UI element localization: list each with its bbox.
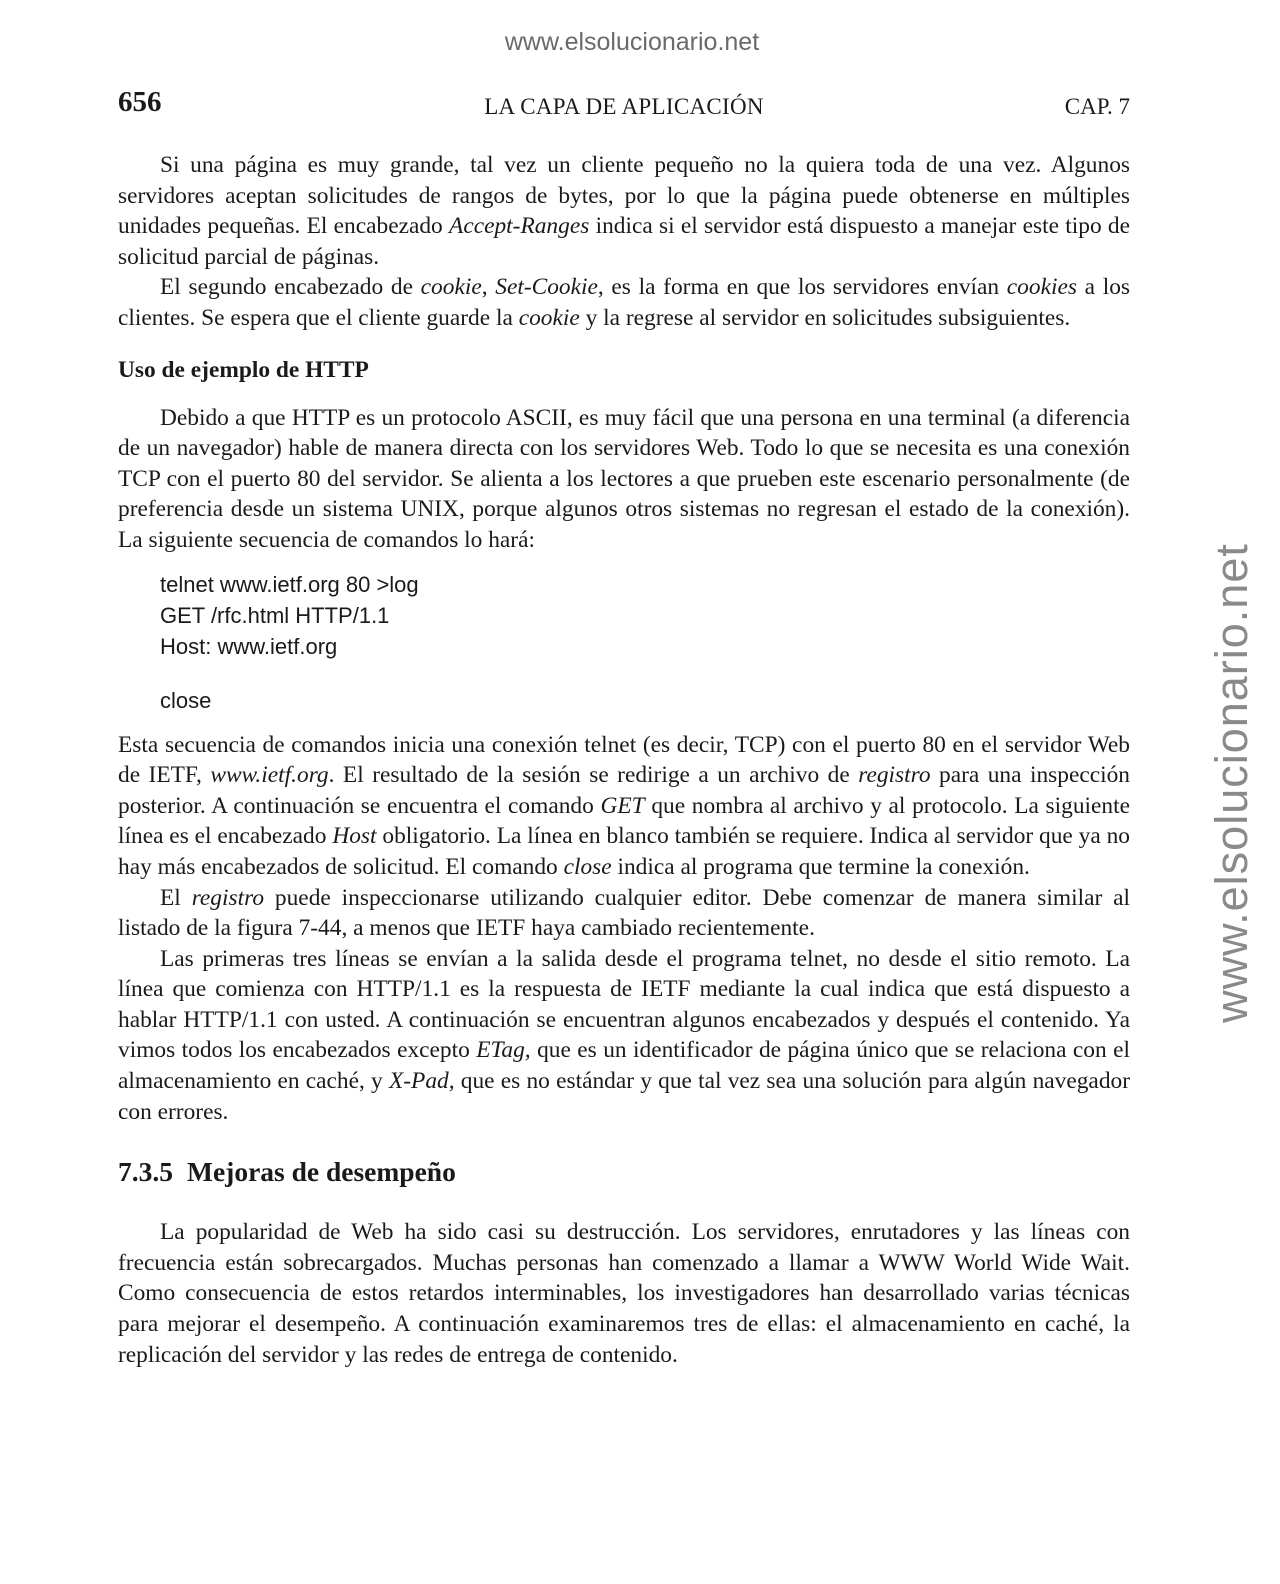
paragraph-command-explanation: Esta secuencia de comandos inicia una conexión telnet (es decir, TCP) con el puerto 80 en el servidor Web de IETF, www.ietf.org. El resultado de la sesión se redirige a un archivo de registro para una inspección posterior. A continuación se encuentra el comando GET que nombra al archivo y al protocolo. La siguiente línea es el encabezado Host obligatorio. La línea en blanco también se requiere. Indica al servidor que ya no hay más encabezados de solicitud. El comando close indica al programa que termine la conexión. bbox=[118, 731, 1131, 880]
italic-term: cookie bbox=[518, 304, 580, 331]
code-line-close: close bbox=[160, 687, 212, 713]
paragraph-registro: El registro puede inspeccionarse utilizando cualquier editor. Debe comenzar de manera similar al listado de la figura 7-44, a menos que IETF haya cambiado recientemente. bbox=[118, 884, 1131, 942]
top-watermark: www.elsolucionario.net bbox=[504, 28, 760, 56]
code-line-get: GET /rfc.html HTTP/1.1 bbox=[160, 602, 390, 628]
page-number: 656 bbox=[118, 86, 162, 118]
subheading-http-example: Uso de ejemplo de HTTP bbox=[118, 356, 369, 383]
page-body bbox=[118, 150, 1130, 1370]
side-watermark: www.elsolucionario.net bbox=[1206, 543, 1257, 1023]
paragraph-http-intro: Debido a que HTTP es un protocolo ASCII, es muy fácil que una persona en una terminal (a diferencia de un navegador) hable de manera directa con los servidores Web. Todo lo que se necesita es una conexión TCP con el puerto 80 del servidor. Se alienta a los lectores a que prueben este escenario personalmente (de preferencia desde un sistema UNIX, porque algunos otros sistemas no regresan el estado de la conexión). La siguiente secuencia de comandos lo hará: bbox=[118, 404, 1130, 553]
code-line-telnet: telnet www.ietf.org 80 >log bbox=[160, 571, 419, 597]
running-title: LA CAPA DE APLICACIÓN bbox=[484, 94, 764, 119]
paragraph-response-lines: Las primeras tres líneas se envían a la salida desde el programa telnet, no desde el sitio remoto. La línea que comienza con HTTP/1.1 es la respuesta de IETF mediante la cual indica que está dispuesto a hablar HTTP/1.1 con usted. A continuación se encuentran algunos encabezados y después el contenido. Ya vimos todos los encabezados excepto ETag, que es un identificador de página único que se relaciona con el almacenamiento en caché, y X-Pad, que es no estándar y que tal vez sea una solución para algún navegador con errores. bbox=[118, 945, 1130, 1125]
paragraph-set-cookie: El segundo encabezado de cookie, Set-Cookie, es la forma en que los servidores envían cookies a los clientes. Se espera que el cliente guarde la cookie y la regrese al servidor en solicitudes subsiguientes. bbox=[118, 274, 1130, 331]
italic-term: www.ietf.org bbox=[210, 762, 329, 789]
section-title: Mejoras de desempeño bbox=[187, 1156, 456, 1188]
paragraph-accept-ranges: Si una página es muy grande, tal vez un cliente pequeño no la quiera toda de una vez. Algunos servidores aceptan solicitudes de rangos de bytes, por lo que la página puede obtenerse en múltiples unidades pequeñas. El encabezado Accept-Ranges indica si el servidor está dispuesto a manejar este tipo de solicitud parcial de páginas. bbox=[118, 152, 1130, 270]
italic-term: registro bbox=[858, 762, 931, 789]
command-listing bbox=[160, 569, 1130, 716]
italic-term: ETag, bbox=[476, 1037, 531, 1064]
italic-term: X-Pad, bbox=[388, 1068, 455, 1095]
code-line-host: Host: www.ietf.org bbox=[160, 633, 338, 659]
italic-term: Set-Cookie bbox=[495, 274, 598, 301]
italic-term: cookies bbox=[1006, 274, 1077, 301]
italic-term: GET bbox=[600, 792, 645, 819]
italic-term: close bbox=[563, 853, 612, 880]
running-header bbox=[118, 86, 1130, 126]
section-number: 7.3.5 bbox=[118, 1156, 173, 1188]
italic-term: cookie bbox=[420, 274, 482, 301]
section-heading bbox=[118, 1155, 1130, 1189]
italic-term: Host bbox=[332, 823, 377, 850]
italic-term: registro bbox=[191, 884, 265, 911]
chapter-label: CAP. 7 bbox=[1064, 94, 1130, 119]
paragraph-performance: La popularidad de Web ha sido casi su destrucción. Los servidores, enrutadores y las líneas con frecuencia están sobrecargados. Muchas personas han comenzado a llamar a WWW World Wide Wait. Como consecuencia de estos retardos interminables, los investigadores han desarrollado varias técnicas para mejorar el desempeño. A continuación examinaremos tres de ellas: el almacenamiento en caché, la replicación del servidor y las redes de entrega de contenido. bbox=[118, 1219, 1130, 1368]
italic-term: Accept-Ranges bbox=[449, 213, 590, 240]
